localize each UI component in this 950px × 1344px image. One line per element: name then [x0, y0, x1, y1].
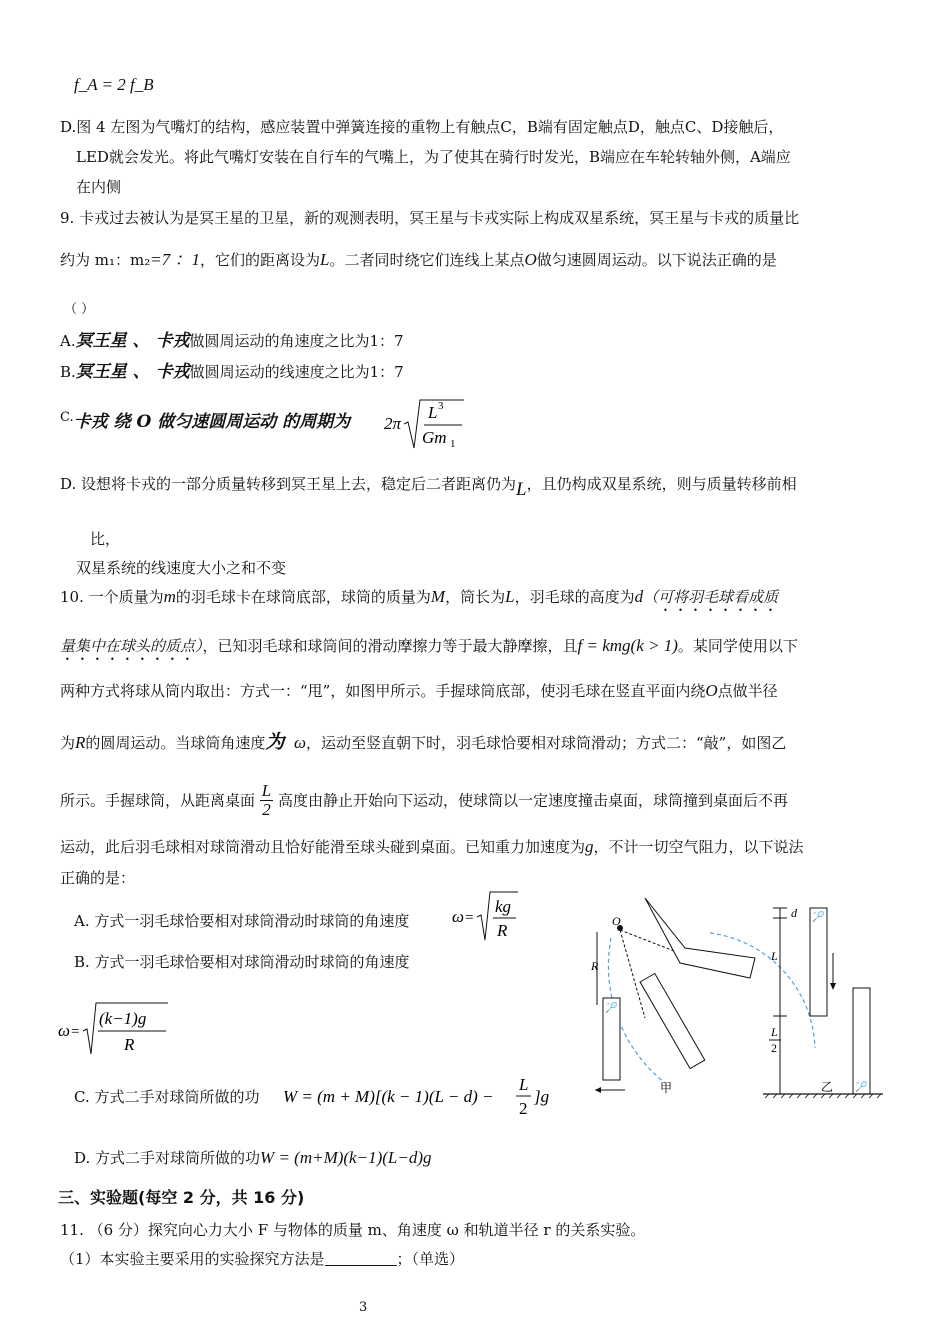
t: ，不计一切空气阻力，以下说法: [593, 838, 804, 856]
q9-option-d-line3: 双星系统的线速度大小之和不变: [76, 559, 287, 577]
q10-option-c[interactable]: [74, 1086, 259, 1108]
q9-option-a[interactable]: [60, 330, 404, 352]
q11-stem: 11. （6 分）探究向心力大小 F 与物体的质量 m、角速度 ω 和轨道半径 r 的关系实验。: [60, 1221, 646, 1239]
q9-question-text: 做匀速圆周运动。以下说法正确的是: [536, 251, 777, 269]
t: 为: [265, 731, 285, 753]
var-O: O: [705, 681, 718, 700]
t: ，已知羽毛球和球筒间的滑动摩擦力等于最大静摩擦，且: [202, 637, 578, 655]
var-m: m: [163, 587, 176, 606]
q10-option-b-formula: [58, 1000, 170, 1056]
svg-text:(k−1)g: (k−1)g: [99, 1009, 147, 1028]
t: 所示。手握球筒，从距离桌面: [60, 791, 256, 810]
option-text: A. 方式一羽毛球恰要相对球筒滑动时球筒的角速度: [74, 912, 410, 930]
label-L-half-d: 2: [771, 1041, 777, 1055]
option-text: C. 方式二手对球筒所做的功: [74, 1088, 260, 1106]
t: 点做半径: [717, 682, 778, 700]
figure-jia: [590, 898, 815, 1095]
emphasis-text: （可将羽毛球看成质: [643, 588, 779, 606]
q9-option-d-line2: 比，: [90, 530, 121, 548]
q9-L: L: [320, 250, 330, 269]
option-text: D. 方式二手对球筒所做的功: [74, 1149, 261, 1167]
t: 。某同学使用以下: [677, 637, 798, 655]
t: 运动，此后羽毛球相对球筒滑动且恰好能滑至球头碰到桌面。已知重力加速度为: [60, 838, 586, 856]
q10-option-a[interactable]: [74, 910, 409, 932]
q10-option-d[interactable]: [74, 1147, 431, 1169]
q8-option-d-line1: D.图 4 左图为气嘴灯的结构，感应装置中弹簧连接的重物上有触点C，B端有固定触点D，触点C、D接触后，: [60, 118, 784, 136]
svg-text:=: =: [465, 910, 474, 926]
t: 两种方式将球从筒内取出：方式一：“甩”，如图甲所示。手握球筒底部，使羽毛球在竖直平面内绕: [60, 682, 706, 700]
t: 为: [60, 734, 76, 752]
answer-blank[interactable]: [325, 1251, 397, 1266]
t: ，运动至竖直朝下时，羽毛球恰要相对球筒滑动；方式二：“敲”，如图乙: [306, 734, 787, 752]
figure-yi: [763, 906, 883, 1098]
label-L: L: [771, 949, 778, 963]
option-subject: 冥王星 、 卡戎: [75, 331, 190, 351]
label-jia: 甲: [660, 1081, 673, 1095]
half-L-fraction: $\frac{L}{2}$: [261, 781, 272, 819]
q10-stem-line6: [60, 836, 804, 858]
svg-text:ω: ω: [58, 1021, 71, 1040]
t: 的圆周运动。当球筒角速度: [85, 734, 266, 752]
svg-text:🏸: 🏸: [855, 1082, 868, 1093]
label-yi: 乙: [821, 1080, 834, 1094]
svg-text:L: L: [428, 403, 438, 422]
svg-text:🏸: 🏸: [812, 912, 825, 923]
label-R: R: [591, 959, 599, 973]
q9-option-b[interactable]: [60, 361, 404, 383]
label-d: d: [791, 906, 797, 920]
svg-text:3: 3: [438, 400, 444, 412]
option-subject: 冥王星 、 卡戎: [75, 362, 190, 382]
t: （1）本实验主要采用的实验探究方法是: [60, 1250, 325, 1268]
var-L: L: [505, 587, 515, 606]
label-O: O: [612, 914, 621, 928]
q9-option-c-formula: [384, 396, 468, 454]
svg-text:2π: 2π: [384, 414, 402, 433]
t: 10. 一个质量为: [60, 588, 164, 606]
q11-part1: [60, 1248, 464, 1270]
t: 的羽毛球卡在球筒底部，球筒的质量为: [175, 588, 431, 606]
option-formula: W = (m+M)(k−1)(L−d)g: [260, 1148, 432, 1167]
q9-stem-line1: 9. 卡戎过去被认为是冥王星的卫星，新的观测表明，冥王星与卡戎实际上构成双星系统，冥王星与卡戎的质量比: [60, 209, 800, 227]
q10-stem-line5: [60, 782, 788, 822]
q10-option-a-formula: [452, 890, 522, 942]
var-g: g: [585, 837, 594, 856]
option-subject: 卡戎 绕 O 做匀速圆周运动 的周期为: [73, 412, 351, 432]
section-3-title: 三、实验题(每空 2 分，共 16 分): [58, 1188, 305, 1207]
q9-option-c[interactable]: [60, 407, 350, 433]
q9-option-d-line1[interactable]: [60, 473, 797, 501]
q9-ratio: =7 ：1: [150, 250, 200, 269]
emphasis-text: 量集中在球头的质点）: [60, 637, 203, 655]
friction-formula: f = kmg(k > 1): [577, 636, 678, 655]
option-label: C.: [60, 410, 74, 425]
page-number: 3: [359, 1300, 368, 1315]
t: ，筒长为: [445, 588, 506, 606]
option-text: B. 方式一羽毛球恰要相对球筒滑动时球筒的角速度: [74, 953, 410, 971]
t: 高度由静止开始向下运动，使球筒以一定速度撞击桌面，球筒撞到桌面后不再: [278, 791, 789, 810]
q10-stem-line2: [60, 635, 798, 664]
svg-text:kg: kg: [495, 897, 512, 916]
var-M: M: [430, 587, 446, 606]
q9-answer-paren: （ ）: [64, 302, 95, 317]
label-L-half-n: L: [771, 1025, 778, 1039]
option-text-2: ，且仍构成双星系统，则与质量转移前相: [526, 475, 797, 493]
t: ，羽毛球的高度为: [514, 588, 635, 606]
option-text: 做圆周运动的线速度之比为1：7: [189, 363, 404, 381]
svg-text:🏸: 🏸: [605, 1003, 618, 1014]
svg-text:R: R: [497, 921, 508, 940]
q10-option-b[interactable]: [74, 951, 410, 973]
svg-text:2: 2: [519, 1099, 528, 1118]
option-label: A.: [60, 332, 76, 350]
q9-stem-line2: [60, 249, 777, 271]
q10-stem-line3: [60, 680, 778, 702]
var-d: d: [634, 587, 644, 606]
q9-mass-label: 约为 m₁：m₂: [60, 251, 151, 269]
q9-point-text: 。二者同时绕它们连线上某点: [329, 251, 525, 269]
svg-text:L: L: [519, 1075, 529, 1094]
var-omega: ω: [293, 733, 306, 752]
top-formula: f_A = 2 f_B: [74, 75, 154, 94]
q8-option-d-line3: 在内侧: [76, 178, 122, 196]
q9-d-L: L: [516, 479, 527, 500]
q8-option-d-line2: LED就会发光。将此气嘴灯安装在自行车的气嘴上，为了使其在骑行时发光，B端应在车轮转轴外侧，A端应: [76, 148, 791, 166]
var-R: R: [75, 733, 86, 752]
q10-stem-line7: 正确的是：: [60, 869, 136, 887]
q9-dist-text: ，它们的距离设为: [199, 251, 320, 269]
option-text: D. 设想将卡戎的一部分质量转移到冥王星上去，稳定后二者距离仍为: [60, 475, 517, 493]
svg-text:W = (m + M)[(k − 1)(L − d) −: W = (m + M)[(k − 1)(L − d) −: [283, 1087, 494, 1106]
svg-text:1: 1: [450, 438, 456, 450]
t: ；（单选）: [396, 1250, 465, 1268]
svg-text:R: R: [124, 1035, 135, 1054]
svg-text:]g: ]g: [534, 1087, 550, 1106]
option-label: B.: [60, 363, 76, 381]
q10-stem-line4: [60, 731, 786, 754]
svg-text:=: =: [71, 1024, 80, 1040]
q10-figure: [585, 898, 885, 1108]
option-text: 做圆周运动的角速度之比为1：7: [189, 332, 404, 350]
svg-text:ω: ω: [452, 907, 465, 926]
svg-text:Gm: Gm: [422, 428, 447, 447]
q10-option-c-formula: [283, 1072, 563, 1122]
q9-O: O: [524, 250, 537, 269]
q10-stem-line1: [60, 586, 778, 615]
